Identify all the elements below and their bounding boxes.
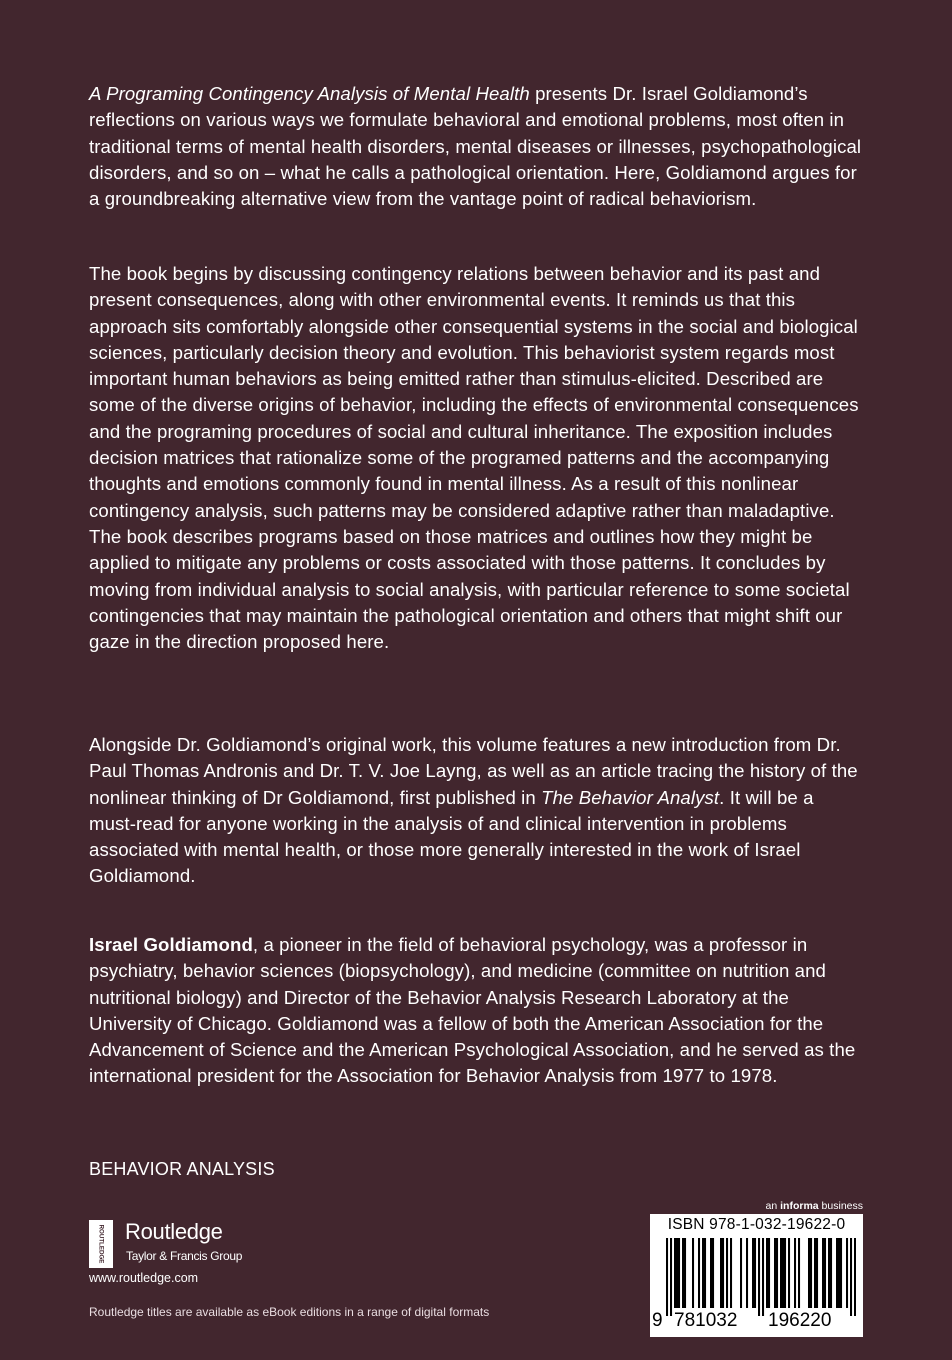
barcode-bar (838, 1238, 840, 1308)
informa-suffix: business (818, 1200, 863, 1212)
author-bio-text: , a pioneer in the field of behavioral psychology, was a professor in psychiatry, behavior sciences (biopsychology), and medicine (committee on nutrition and nutritional biology) and Director of the Behavior Analysis Research Laboratory at the University of Chicago. Goldiamond was a fellow of both the American Association for the Advancement of Science and the American Psychological Association, and he served as the international president for the Association for Behavior Analysis from 1977 to 1978. (89, 934, 856, 1087)
description-paragraph-3 (89, 732, 865, 890)
barcode-bar (710, 1238, 712, 1308)
barcode-bar (780, 1238, 782, 1308)
publisher-name: Routledge (125, 1219, 223, 1244)
barcode-bar (752, 1238, 754, 1308)
barcode-bar (678, 1238, 680, 1308)
barcode-bar (808, 1238, 810, 1308)
isbn-barcode (650, 1214, 863, 1337)
barcode-bar (702, 1238, 704, 1308)
barcode-bar (740, 1238, 742, 1308)
routledge-logo (89, 1218, 259, 1270)
barcode-bar (814, 1238, 816, 1308)
barcode-bar (730, 1238, 732, 1308)
ebook-note: Routledge titles are available as eBook editions in a range of digital formats (89, 1305, 490, 1319)
description-paragraph-1 (89, 81, 865, 212)
barcode-bar (828, 1238, 830, 1308)
informa-prefix: an (765, 1200, 781, 1212)
barcode-bar (794, 1238, 796, 1308)
isbn-label: ISBN 978-1-032-19622-0 (667, 1216, 846, 1233)
barcode-bar (722, 1238, 724, 1308)
barcode-bar (726, 1238, 728, 1308)
barcode-bar (830, 1238, 832, 1308)
routledge-logo-mark-icon (89, 1220, 113, 1268)
logo-mark-text: ROUTLEDGE (97, 1224, 105, 1264)
barcode-bar (754, 1238, 756, 1308)
barcode-bar (758, 1238, 760, 1316)
barcode-digits (650, 1310, 863, 1336)
barcode-bar (762, 1238, 764, 1316)
barcode-bar (816, 1238, 818, 1308)
barcode-bar (824, 1238, 826, 1308)
barcode-bar (670, 1238, 672, 1316)
barcode-bar (774, 1238, 776, 1308)
barcode-bar (810, 1238, 812, 1308)
barcode-bar (746, 1238, 748, 1308)
subject-category: BEHAVIOR ANALYSIS (89, 1159, 275, 1179)
barcode-digit-lead: 9 (652, 1310, 663, 1331)
barcode-digit-right-group: 196220 (768, 1310, 832, 1331)
paragraph-1-text: presents Dr. Israel Goldiamond’s reflections on various ways we formulate behavioral and emotional problems, most often in traditional terms of mental health disorders, mental diseases or illnesses, psychopathological disorders, and so on – what he calls a pathological orientation. Here, Goldiamond argues for a groundbreaking alternative view from the vantage point of radical behaviorism. (89, 83, 862, 210)
informa-business-tag (766, 1200, 863, 1212)
barcode-bar (850, 1238, 852, 1316)
barcode-bars (666, 1238, 856, 1316)
barcode-bar (836, 1238, 838, 1308)
description-paragraph-2 (89, 261, 865, 655)
barcode-bar (776, 1238, 778, 1308)
barcode-bar (798, 1238, 800, 1308)
barcode-bar (822, 1238, 824, 1308)
publisher-group: Taylor & Francis Group (126, 1249, 243, 1263)
barcode-bar (846, 1238, 848, 1308)
barcode-bar (712, 1238, 714, 1308)
barcode-bar (684, 1238, 686, 1308)
barcode-bar (692, 1238, 694, 1308)
barcode-bar (784, 1238, 786, 1308)
barcode-bar (666, 1238, 668, 1316)
journal-title: The Behavior Analyst (541, 786, 720, 808)
barcode-bar (788, 1238, 790, 1308)
author-name: Israel Goldiamond (89, 934, 253, 955)
publisher-website: www.routledge.com (89, 1271, 199, 1285)
paragraph-3-text-after: . It will be a must-read for anyone working in the analysis of and clinical intervention in problems associated with mental health, or those more generally interested in the work of Israel Goldiamond. (89, 786, 814, 887)
barcode-bar (704, 1238, 706, 1308)
barcode-bar (720, 1238, 722, 1308)
barcode-bar (674, 1238, 676, 1308)
barcode-bar (782, 1238, 784, 1308)
barcode-bar (682, 1238, 684, 1308)
author-bio (89, 932, 865, 1090)
barcode-bar (766, 1238, 768, 1308)
paragraph-3-text-before: Alongside Dr. Goldiamond’s original work, this volume features a new introduction from Dr. Paul Thomas Andronis and Dr. T. V. Joe Layng, as well as an article tracing the history of the nonlinear thinking of Dr Goldiamond, first published in (89, 734, 858, 808)
barcode-bar (676, 1238, 678, 1308)
informa-word: informa (780, 1200, 819, 1212)
barcode-bar (698, 1238, 700, 1308)
book-title: A Programing Contingency Analysis of Mental Health (89, 83, 530, 104)
barcode-digit-left-group: 781032 (674, 1310, 738, 1331)
barcode-bar (768, 1238, 770, 1308)
barcode-bar (854, 1238, 856, 1316)
barcode-bar (840, 1238, 842, 1308)
paragraph-2-text: The book begins by discussing contingency relations between behavior and its past and present consequences, along with other environmental events. It reminds us that this approach sits comfortably alongside other consequential systems in the social and biological sciences, particularly decision theory and evolution. This behaviorist system regards most important human behaviors as being emitted rather than stimulus-elicited. Described are some of the diverse origins of behavior, including the effects of environmental consequences and the programing procedures of social and cultural inheritance. The exposition includes decision matrices that rationalize some of the programed patterns and the accompanying thoughts and emotions commonly found in mental illness. As a result of this nonlinear contingency analysis, such patterns may be considered adaptive rather than maladaptive. The book describes programs based on those matrices and outlines how they might be applied to mitigate any problems or costs associated with those patterns. It concludes by moving from individual analysis to social analysis, with particular reference to some societal contingencies that may maintain the pathological orientation and others that might shift our gaze in the direction proposed here. (89, 263, 859, 653)
